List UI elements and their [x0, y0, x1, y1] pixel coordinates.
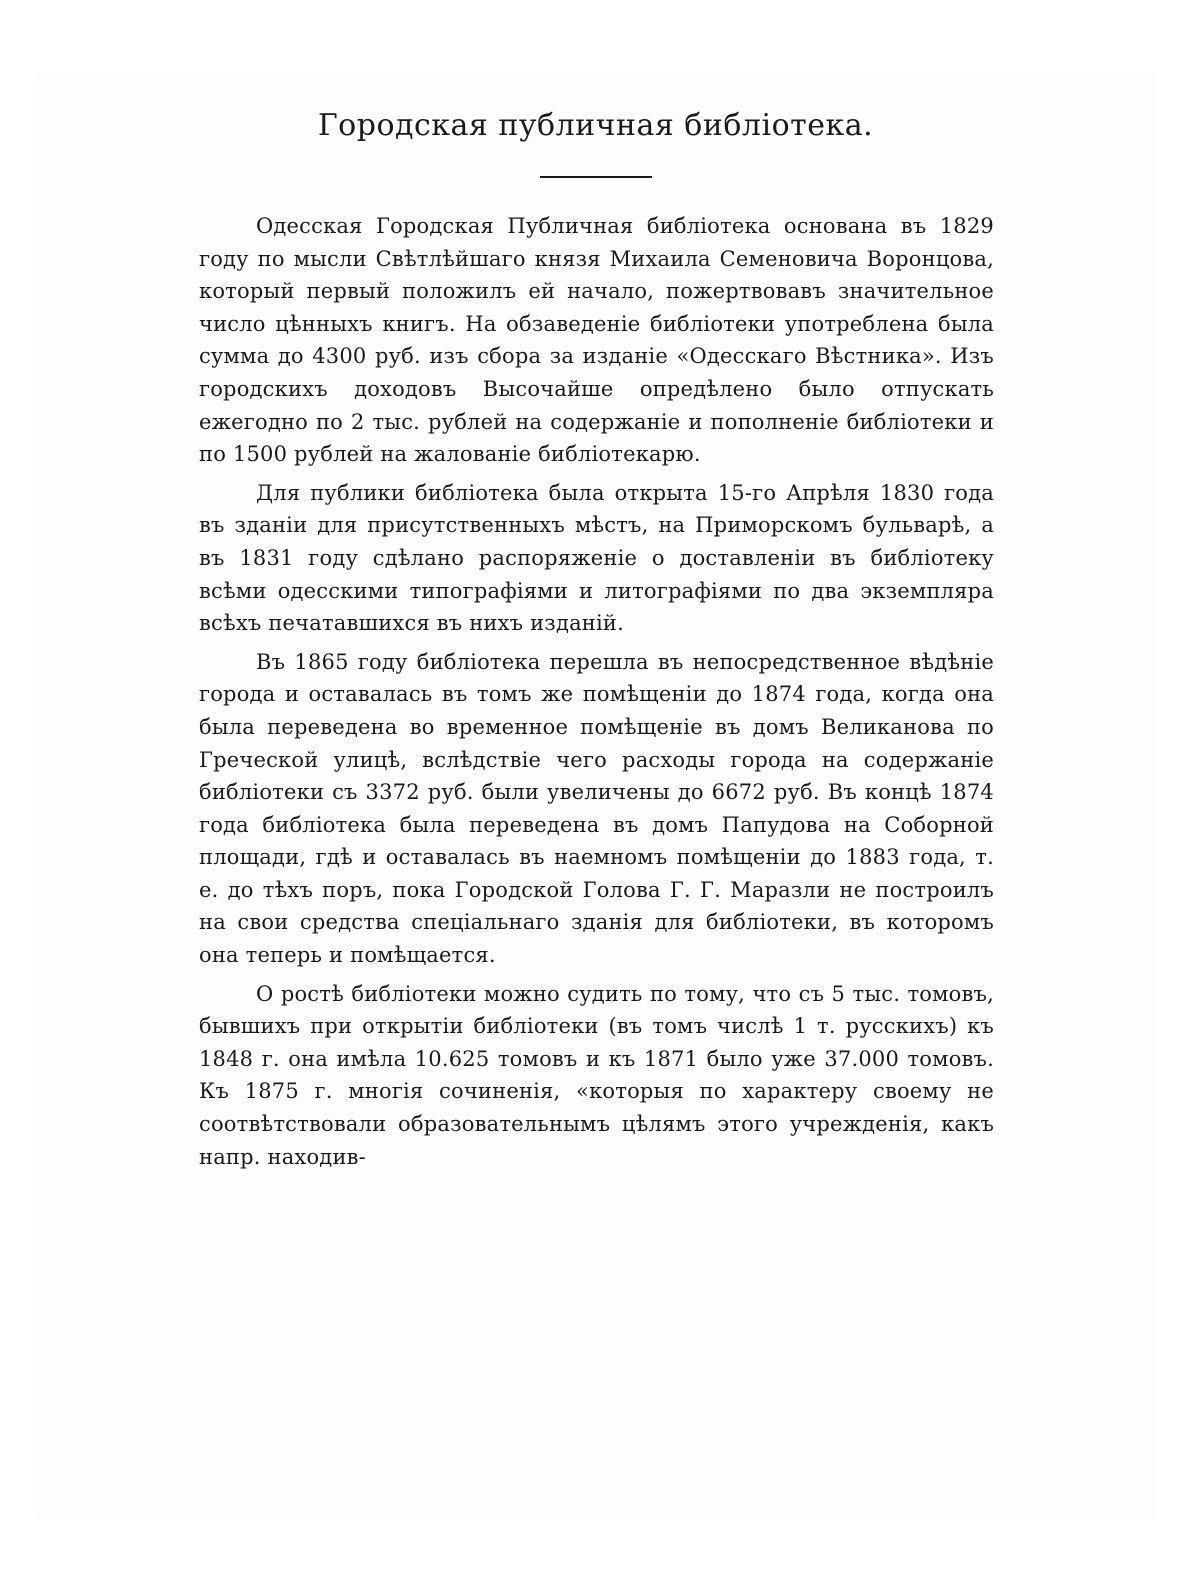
paragraph-opening: Для публики библіотека была открыта 15-го Апрѣля 1830 года въ зданіи для присутственныхъ мѣстъ, на Приморскомъ бульварѣ, а въ 1831 году сдѣлано распоряженіе о доставленіи въ библіотеку всѣми одесскими типографіями и литографіями по два экземпляра всѣхъ печатавшихся въ нихъ изданій. [199, 480, 994, 636]
body-text [199, 210, 994, 1179]
paragraph-founding: Одесская Городская Публичная библіотека основана въ 1829 году по мысли Свѣтлѣйшаго князя Михаила Семеновича Воронцова, который первый положилъ ей начало, пожертвовавъ значительное число цѣнныхъ книгъ. На обзаведеніе библіотеки употреблена была сумма до 4300 руб. изъ сбора за изданіе «Одесскаго Вѣстника». Изъ городскихъ доходовъ Высочайше опредѣлено было отпускать ежегодно по 2 тыс. рублей на содержаніе и пополненіе библіотеки и по 1500 рублей на жалованіе библіотекарю. [199, 214, 994, 467]
title-rule [540, 176, 652, 178]
paragraph-relocations: Въ 1865 году библіотека перешла въ непосредственное вѣдѣніе города и оставалась въ томъ же помѣщеніи до 1874 года, когда она была переведена во временное помѣщеніе въ домъ Великанова по Греческой улицѣ, вслѣдствіе чего расходы города на содержаніе библіотеки съ 3372 руб. были увеличены до 6672 руб. Въ концѣ 1874 года библіотека была переведена въ домъ Папудова на Соборной площади, гдѣ и оставалась въ наемномъ помѣщеніи до 1883 года, т. е. до тѣхъ поръ, пока Городской Голова Г. Г. Маразли не построилъ на свои средства спеціальнаго зданія для библіотеки, въ которомъ она теперь и помѣщается. [199, 649, 994, 968]
page-title: Городская публичная библіотека. [317, 108, 874, 143]
paragraph-growth: О ростѣ библіотеки можно судить по тому, что съ 5 тыс. томовъ, бывшихъ при открытіи библіотеки (въ томъ числѣ 1 т. русскихъ) къ 1848 г. она имѣла 10.625 томовъ и къ 1871 было уже 37.000 томовъ. Къ 1875 г. многія сочиненія, «которыя по характеру своему не соотвѣтствовали образовательнымъ цѣлямъ этого учрежденія, какъ напр. находив- [199, 981, 994, 1169]
